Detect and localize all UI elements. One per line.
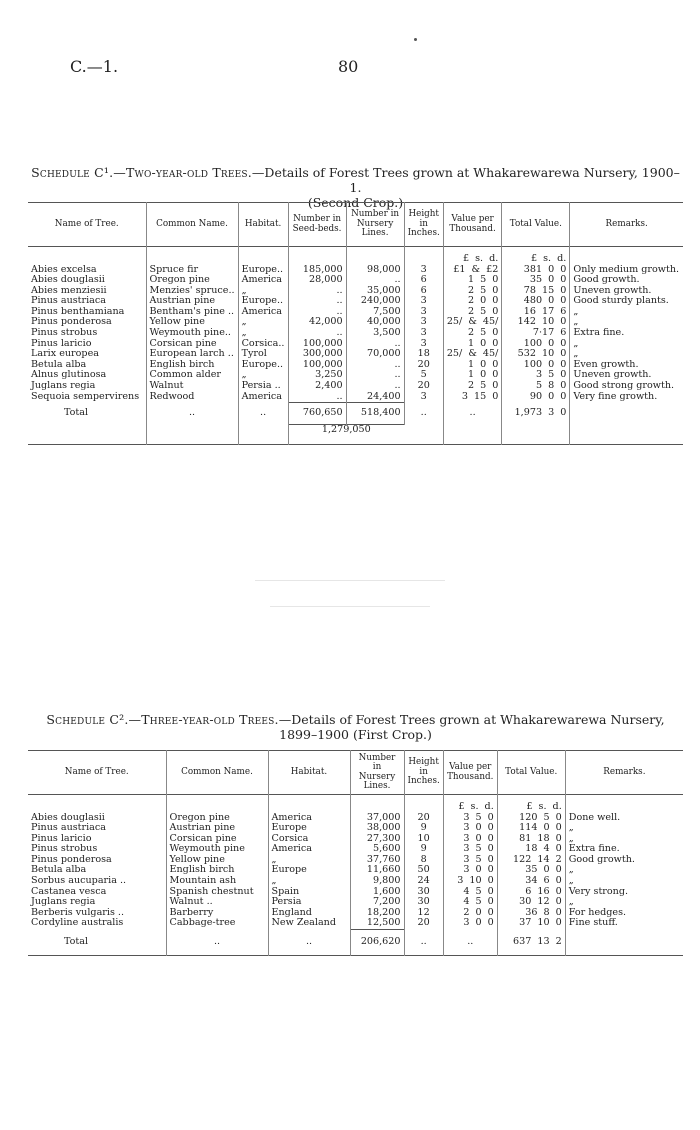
cell-common: Mountain ash — [166, 876, 268, 887]
cell-height: 8 — [404, 855, 443, 866]
schedule1-combined-total: 1,279,050 — [288, 425, 404, 445]
units-total: £ s. d. — [502, 247, 570, 265]
cell-height: 24 — [404, 876, 443, 887]
cell-total: 122 14 2 — [497, 855, 565, 866]
cell-common: Bentham's pine .. — [146, 307, 238, 318]
cell-total: 7·17 6 — [502, 328, 570, 339]
cell-height: 3 — [404, 328, 443, 339]
cell-lines: 7,500 — [346, 307, 404, 318]
cell-name: Berberis vulgaris .. — [28, 908, 166, 919]
cell-total: 37 10 0 — [497, 918, 565, 929]
cell-remarks: Uneven growth. — [573, 369, 652, 381]
cell-habitat: England — [268, 908, 350, 919]
schedule1-total-value: .. — [443, 403, 502, 425]
cell-common: English birch — [146, 360, 238, 371]
cell-common: Oregon pine — [146, 275, 238, 286]
header-name-of-tree: Name of Tree. — [28, 203, 146, 247]
cell-name: Betula alba — [28, 865, 166, 876]
cell-height: 6 — [404, 286, 443, 297]
cell-seed: .. — [288, 328, 346, 339]
cell-name: Betula alba — [28, 360, 146, 371]
cell-height: 12 — [404, 908, 443, 919]
table-row — [28, 823, 683, 834]
header-remarks: Remarks. — [603, 766, 646, 777]
cell-remarks: Extra fine. — [568, 843, 620, 855]
cell-remarks: „ — [568, 822, 574, 834]
cell-remarks: „ — [573, 348, 579, 360]
schedule2-title-lead: Schedule C².—Three-year-old Trees. — [46, 712, 279, 727]
cell-common: English birch — [166, 865, 268, 876]
cell-height: 3 — [404, 265, 443, 276]
cell-remarks: Even growth. — [573, 358, 639, 370]
schedule2-total-label: Total — [28, 930, 166, 956]
cell-common: Yellow pine — [146, 317, 238, 328]
table-row — [28, 865, 683, 876]
cell-value: 1 0 0 — [443, 339, 502, 350]
cell-common: Corsican pine — [146, 339, 238, 350]
cell-name: Pinus ponderosa — [28, 855, 166, 866]
cell-remarks: „ — [568, 875, 574, 887]
cell-lines: 40,000 — [346, 317, 404, 328]
schedule1-table — [28, 202, 683, 445]
cell-lines: 1,600 — [350, 887, 404, 898]
cell-name: Pinus strobus — [28, 328, 146, 339]
cell-habitat: Corsica.. — [238, 339, 288, 350]
cell-height: 6 — [404, 275, 443, 286]
cell-lines: 35,000 — [346, 286, 404, 297]
header-value-per-thousand: Value per Thousand. — [443, 751, 497, 795]
cell-total: 532 10 0 — [502, 349, 570, 360]
schedule1-title-line2: (Second Crop.) — [307, 195, 404, 210]
cell-value: 2 5 0 — [443, 328, 502, 339]
units-value: £ s. d. — [443, 795, 497, 813]
table-row — [28, 887, 683, 898]
cell-value: 3 0 0 — [443, 823, 497, 834]
header-height: Height in Inches. — [404, 203, 443, 247]
cell-remarks: „ — [573, 337, 579, 349]
cell-name: Pinus benthamiana — [28, 307, 146, 318]
cell-habitat: „ — [238, 370, 288, 381]
cell-total: 16 17 6 — [502, 307, 570, 318]
header-common-name: Common Name. — [166, 751, 268, 795]
cell-height: 3 — [404, 296, 443, 307]
cell-total: 34 6 0 — [497, 876, 565, 887]
cell-remarks: „ — [568, 832, 574, 844]
cell-total: 35 0 0 — [502, 275, 570, 286]
cell-total: 100 0 0 — [502, 339, 570, 350]
cell-total: 100 0 0 — [502, 360, 570, 371]
cell-remarks: „ — [573, 305, 579, 317]
schedule2-total-total: 637 13 2 — [497, 930, 565, 956]
cell-value: 1 5 0 — [443, 275, 502, 286]
cell-common: Barberry — [166, 908, 268, 919]
page-code: C.—1. — [70, 57, 119, 76]
cell-value: 3 0 0 — [443, 834, 497, 845]
cell-name: Abies menziesii — [28, 286, 146, 297]
cell-value: 3 0 0 — [443, 918, 497, 929]
cell-total: 30 12 0 — [497, 897, 565, 908]
cell-remarks: Good sturdy plants. — [573, 295, 669, 307]
schedule2-title-line2: 1899–1900 (First Crop.) — [279, 727, 432, 742]
header-remarks: Remarks. — [605, 218, 648, 229]
cell-total: 90 0 0 — [502, 392, 570, 403]
cell-value: 2 5 0 — [443, 286, 502, 297]
schedule2-total-lines: 206,620 — [350, 930, 404, 956]
cell-lines: 37,760 — [350, 855, 404, 866]
cell-seed: 300,000 — [288, 349, 346, 360]
cell-habitat: America — [238, 392, 288, 403]
table-row — [28, 339, 683, 350]
cell-height: 5 — [404, 370, 443, 381]
cell-height: 20 — [404, 813, 443, 824]
header-value-per-thousand: Value per Thousand. — [443, 203, 502, 247]
cell-remarks: Good strong growth. — [573, 380, 675, 392]
header-total-value: Total Value. — [502, 203, 570, 247]
cell-habitat: Europe.. — [238, 360, 288, 371]
page-number: 80 — [338, 57, 359, 76]
cell-height: 20 — [404, 381, 443, 392]
cell-total: 3 5 0 — [502, 370, 570, 381]
faint-rule — [255, 580, 445, 581]
header-seed-beds: Number in Seed-beds. — [288, 203, 346, 247]
cell-common: Austrian pine — [166, 823, 268, 834]
cell-habitat: „ — [238, 328, 288, 339]
faint-rule — [270, 606, 430, 607]
schedule1-total-height: .. — [404, 403, 443, 425]
schedule1-title-lead: Schedule C¹.—Two-year-old Trees. — [31, 165, 252, 180]
cell-total: 6 16 0 — [497, 887, 565, 898]
cell-name: Pinus ponderosa — [28, 317, 146, 328]
cell-habitat: America — [268, 813, 350, 824]
cell-seed: .. — [288, 296, 346, 307]
cell-height: 30 — [404, 887, 443, 898]
cell-value: 25/ & 45/ — [443, 317, 502, 328]
table-row — [28, 813, 683, 824]
cell-habitat: Europe.. — [238, 296, 288, 307]
cell-value: 4 5 0 — [443, 897, 497, 908]
schedule1-title-rest: —Details of Forest Trees grown at Whakarewarewa Nursery, 1900–1. — [251, 165, 680, 195]
cell-name: Pinus austriaca — [28, 823, 166, 834]
cell-value: 3 5 0 — [443, 855, 497, 866]
schedule1-total-total: 1,973 3 0 — [502, 403, 570, 425]
cell-name: Castanea vesca — [28, 887, 166, 898]
cell-remarks: Good growth. — [573, 274, 640, 286]
cell-lines: 37,000 — [350, 813, 404, 824]
cell-value: 3 15 0 — [443, 392, 502, 403]
cell-habitat: „ — [268, 876, 350, 887]
cell-remarks: Very strong. — [568, 885, 629, 897]
cell-value: 2 5 0 — [443, 381, 502, 392]
schedule1-total-row: Total .. .. 760,650 518,400 .. .. 1,973 3 0 — [28, 403, 683, 425]
cell-common: Walnut .. — [166, 897, 268, 908]
schedule1-header-row — [28, 203, 683, 247]
schedule1-units-row — [28, 247, 683, 265]
header-height: Height in Inches. — [404, 751, 443, 795]
schedule2-total-row: Total .. .. 206,620 .. .. 637 13 2 — [28, 930, 683, 956]
cell-lines: 12,500 — [350, 918, 404, 929]
cell-total: 5 8 0 — [502, 381, 570, 392]
cell-remarks: Uneven growth. — [573, 284, 652, 296]
cell-lines: 11,660 — [350, 865, 404, 876]
cell-height: 3 — [404, 317, 443, 328]
cell-habitat: America — [238, 307, 288, 318]
cell-total: 120 5 0 — [497, 813, 565, 824]
table-row — [28, 918, 683, 929]
cell-remarks: Only medium growth. — [573, 263, 680, 275]
table-row — [28, 855, 683, 866]
cell-seed: 28,000 — [288, 275, 346, 286]
cell-name: Cordyline australis — [28, 918, 166, 929]
units-total: £ s. d. — [497, 795, 565, 813]
cell-habitat: „ — [238, 286, 288, 297]
table-row — [28, 328, 683, 339]
cell-habitat: America — [238, 275, 288, 286]
cell-seed: .. — [288, 392, 346, 403]
cell-value: 2 5 0 — [443, 307, 502, 318]
cell-name: Sorbus aucuparia .. — [28, 876, 166, 887]
schedule2-title-rest: —Details of Forest Trees grown at Whakarewarewa Nursery, — [278, 712, 665, 727]
cell-lines: 38,000 — [350, 823, 404, 834]
cell-lines: 18,200 — [350, 908, 404, 919]
schedule2-title — [28, 712, 683, 742]
cell-seed: 100,000 — [288, 360, 346, 371]
cell-name: Pinus laricio — [28, 339, 146, 350]
cell-value: 25/ & 45/ — [443, 349, 502, 360]
cell-height: 3 — [404, 307, 443, 318]
schedule1-combined-row — [28, 425, 683, 445]
cell-name: Pinus strobus — [28, 844, 166, 855]
cell-value: 3 0 0 — [443, 865, 497, 876]
header-nursery-lines: Number in Nursery Lines. — [346, 203, 404, 247]
cell-name: Juglans regia — [28, 897, 166, 908]
cell-habitat: „ — [238, 317, 288, 328]
cell-seed: .. — [288, 286, 346, 297]
cell-height: 50 — [404, 865, 443, 876]
cell-habitat: America — [268, 844, 350, 855]
schedule2-total-height: .. — [404, 930, 443, 956]
cell-name: Pinus austriaca — [28, 296, 146, 307]
cell-common: Corsican pine — [166, 834, 268, 845]
cell-seed: 42,000 — [288, 317, 346, 328]
cell-habitat: Corsica — [268, 834, 350, 845]
cell-lines: 24,400 — [346, 392, 404, 403]
cell-common: Spanish chestnut — [166, 887, 268, 898]
cell-lines: 7,200 — [350, 897, 404, 908]
cell-total: 81 18 0 — [497, 834, 565, 845]
cell-value: 1 0 0 — [443, 360, 502, 371]
cell-habitat: Persia — [268, 897, 350, 908]
cell-value: 1 0 0 — [443, 370, 502, 381]
cell-height: 9 — [404, 844, 443, 855]
cell-seed: 2,400 — [288, 381, 346, 392]
table-row — [28, 392, 683, 403]
cell-common: Common alder — [146, 370, 238, 381]
cell-lines: .. — [346, 381, 404, 392]
cell-common: Menzies' spruce.. — [146, 286, 238, 297]
cell-height: 3 — [404, 392, 443, 403]
cell-habitat: Europe — [268, 865, 350, 876]
schedule2-table — [28, 750, 683, 956]
cell-common: Yellow pine — [166, 855, 268, 866]
cell-remarks: „ — [568, 896, 574, 908]
cell-remarks: Fine stuff. — [568, 917, 618, 929]
cell-total: 381 0 0 — [502, 265, 570, 276]
cell-lines: 27,300 — [350, 834, 404, 845]
schedule1-total-label: Total — [28, 403, 146, 425]
cell-height: 18 — [404, 349, 443, 360]
cell-seed: 100,000 — [288, 339, 346, 350]
cell-height: 30 — [404, 897, 443, 908]
cell-lines: .. — [346, 370, 404, 381]
cell-value: 2 0 0 — [443, 908, 497, 919]
cell-habitat: Tyrol — [238, 349, 288, 360]
header-habitat: Habitat. — [238, 203, 288, 247]
cell-name: Abies douglasii — [28, 275, 146, 286]
cell-habitat: Europe.. — [238, 265, 288, 276]
cell-height: 20 — [404, 918, 443, 929]
cell-value: 4 5 0 — [443, 887, 497, 898]
cell-seed: .. — [288, 307, 346, 318]
schedule2-total-value: .. — [443, 930, 497, 956]
header-habitat: Habitat. — [268, 751, 350, 795]
cell-seed: 185,000 — [288, 265, 346, 276]
cell-common: Weymouth pine.. — [146, 328, 238, 339]
cell-remarks: „ — [568, 864, 574, 876]
cell-lines: .. — [346, 360, 404, 371]
cell-remarks: Very fine growth. — [573, 390, 658, 402]
header-name-of-tree: Name of Tree. — [28, 751, 166, 795]
cell-height: 9 — [404, 823, 443, 834]
header-common-name: Common Name. — [146, 203, 238, 247]
schedule1-total-seed: 760,650 — [288, 403, 346, 425]
cell-common: Austrian pine — [146, 296, 238, 307]
cell-habitat: Persia .. — [238, 381, 288, 392]
cell-lines: .. — [346, 339, 404, 350]
cell-habitat: Europe — [268, 823, 350, 834]
cell-name: Alnus glutinosa — [28, 370, 146, 381]
cell-total: 142 10 0 — [502, 317, 570, 328]
cell-lines: 70,000 — [346, 349, 404, 360]
cell-common: Redwood — [146, 392, 238, 403]
cell-name: Abies douglasii — [28, 813, 166, 824]
cell-value: £1 & £2 — [443, 265, 502, 276]
cell-total: 18 4 0 — [497, 844, 565, 855]
cell-common: Oregon pine — [166, 813, 268, 824]
cell-remarks: „ — [573, 316, 579, 328]
schedule2-units-row — [28, 795, 683, 813]
cell-total: 114 0 0 — [497, 823, 565, 834]
cell-remarks: For hedges. — [568, 906, 627, 918]
cell-remarks: Extra fine. — [573, 327, 625, 339]
cell-lines: 98,000 — [346, 265, 404, 276]
cell-lines: 240,000 — [346, 296, 404, 307]
cell-common: Walnut — [146, 381, 238, 392]
header-nursery-lines: Number in Nursery Lines. — [350, 751, 404, 795]
cell-total: 35 0 0 — [497, 865, 565, 876]
cell-total: 36 8 0 — [497, 908, 565, 919]
units-value: £ s. d. — [443, 247, 502, 265]
cell-common: Spruce fir — [146, 265, 238, 276]
printer-dot — [414, 38, 417, 41]
cell-remarks: Done well. — [568, 811, 621, 823]
schedule2-header-row — [28, 751, 683, 795]
header-total-value: Total Value. — [497, 751, 565, 795]
cell-height: 10 — [404, 834, 443, 845]
cell-name: Sequoia sempervirens — [28, 392, 146, 403]
cell-common: Cabbage-tree — [166, 918, 268, 929]
schedule1-total-lines: 518,400 — [346, 403, 404, 425]
table-row — [28, 307, 683, 318]
cell-name: Pinus laricio — [28, 834, 166, 845]
cell-value: 3 10 0 — [443, 876, 497, 887]
cell-value: 3 5 0 — [443, 844, 497, 855]
cell-lines: .. — [346, 275, 404, 286]
cell-common: Weymouth pine — [166, 844, 268, 855]
cell-name: Larix europea — [28, 349, 146, 360]
cell-value: 3 5 0 — [443, 813, 497, 824]
cell-value: 2 0 0 — [443, 296, 502, 307]
cell-lines: 3,500 — [346, 328, 404, 339]
cell-lines: 5,600 — [350, 844, 404, 855]
cell-name: Juglans regia — [28, 381, 146, 392]
cell-habitat: New Zealand — [268, 918, 350, 929]
cell-height: 3 — [404, 339, 443, 350]
cell-habitat: „ — [268, 855, 350, 866]
table-row — [28, 296, 683, 307]
cell-lines: 9,800 — [350, 876, 404, 887]
cell-total: 480 0 0 — [502, 296, 570, 307]
cell-habitat: Spain — [268, 887, 350, 898]
cell-common: European larch .. — [146, 349, 238, 360]
cell-remarks: Good growth. — [568, 853, 635, 865]
cell-seed: 3,250 — [288, 370, 346, 381]
cell-height: 20 — [404, 360, 443, 371]
cell-total: 78 15 0 — [502, 286, 570, 297]
cell-name: Abies excelsa — [28, 265, 146, 276]
